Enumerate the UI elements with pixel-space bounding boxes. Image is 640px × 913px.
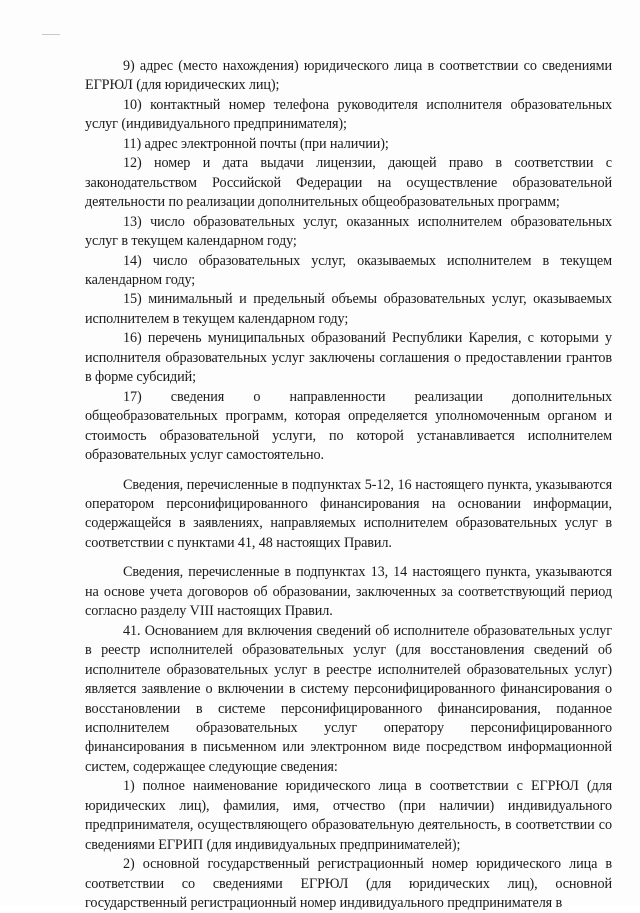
item-15: 15) минимальный и предельный объемы образовательных услуг, оказываемых исполнителем в текущем календарном году; <box>85 291 612 327</box>
item-14: 14) число образовательных услуг, оказываемых исполнителем в текущем календарном году; <box>85 252 612 288</box>
clause-41-item-1: 1) полное наименование юридического лица в соответствии с ЕГРЮЛ (для юридических лиц), фамилия, имя, отчество (при наличии) индивидуального предпринимателя, осуществляющего образовательную деятельность, в соответствии со сведениями ЕГРИП (для индивидуальных предпринимателей); <box>85 778 612 853</box>
clause-41-item-2: 2) основной государственный регистрационный номер юридического лица в соответствии со сведениями ЕГРЮЛ (для юридических лиц), основной государственный регистрационный номер индивидуального предпринимателя в <box>85 856 612 912</box>
item-13: 13) число образовательных услуг, оказанных исполнителем образовательных услуг в текущем календарном году; <box>85 213 612 250</box>
item-12: 12) номер и дата выдачи лицензии, дающей право в соответствии с законодательством Российской Федерации на осуществление образовательной деятельности по реализации дополнительных общеобразовательных программ; <box>85 155 612 211</box>
note-subitems-13-14: Сведения, перечисленные в подпунктах 13, 14 настоящего пункта, указываются на основе учета договоров об образовании, заключенных за соответствующий период согласно разделу VIII настоящих Правил. <box>85 564 612 620</box>
item-11: 11) адрес электронной почты (при наличии); <box>123 135 389 152</box>
scan-mark <box>42 34 60 35</box>
item-10: 10) контактный номер телефона руководителя исполнителя образовательных услуг (индивидуального предпринимателя); <box>85 96 612 133</box>
item-17: 17) сведения о направленности реализации дополнительных общеобразовательных программ, которая определяется уполномоченным органом и стоимость образовательной услуги, по которой устанавливается исполнителем образовательных услуг самостоятельно. <box>85 388 612 464</box>
clause-41: 41. Основанием для включения сведений об исполнителе образовательных услуг в реестр исполнителей образовательных услуг (для восстановления сведений об исполнителе образовательных услуг в реестре исполнителей образовательных услуг) является заявление о включении в систему персонифицированного финансирования о восстановлении в системе персонифицированного финансирования, поданное исполнителем образовательных услуг оператору персонифицированного финансирования в письменном или электронном виде посредством информационной систем, содержащее следующие сведения: <box>85 622 612 775</box>
note-subitems-5-12-16: Сведения, перечисленные в подпунктах 5-12, 16 настоящего пункта, указываются оператором персонифицированного финансирования на основании информации, содержащейся в заявлениях, направляемых исполнителем образовательных услуг в соответствии с пунктами 41, 48 настоящих Правил. <box>85 476 612 551</box>
item-16: 16) перечень муниципальных образований Республики Карелия, с которыми у исполнителя образовательных услуг заключены соглашения о предоставлении грантов в форме субсидий; <box>85 330 612 386</box>
document-body <box>85 57 612 913</box>
item-9: 9) адрес (место нахождения) юридического лица в соответствии со сведениями ЕГРЮЛ (для юридических лиц); <box>85 58 612 94</box>
